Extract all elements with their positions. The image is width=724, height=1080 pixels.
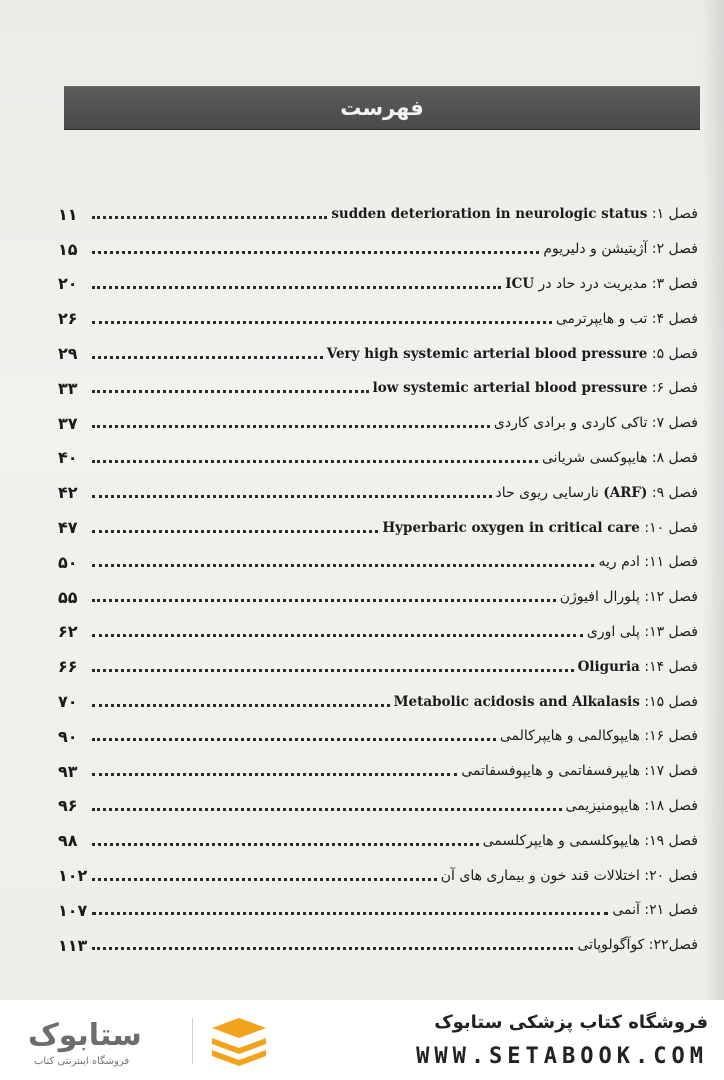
toc-chapter-prefix: فصل ۱: bbox=[647, 206, 698, 223]
toc-page-number: ۳۷ bbox=[58, 413, 78, 433]
toc-dot-leader bbox=[92, 205, 327, 219]
toc-chapter-label bbox=[543, 241, 698, 257]
toc-chapter-label bbox=[373, 380, 698, 396]
toc-row bbox=[58, 615, 698, 650]
toc-row bbox=[58, 684, 698, 719]
toc-dot-leader bbox=[92, 379, 369, 393]
toc-chapter-english-title: Oliguria bbox=[577, 658, 640, 675]
toc-chapter-prefix: فصل ۱۰: bbox=[639, 519, 698, 536]
toc-chapter-label bbox=[382, 520, 698, 536]
toc-chapter-label bbox=[327, 346, 698, 362]
toc-row bbox=[58, 823, 698, 858]
toc-chapter-label bbox=[461, 763, 698, 779]
toc-page-number: ۵۰ bbox=[58, 552, 78, 572]
toc-chapter-english-title: Metabolic acidosis and Alkalasis bbox=[393, 693, 640, 710]
brand-wordmark: ستابوک bbox=[28, 1018, 142, 1053]
toc-page-number: ۱۵ bbox=[58, 239, 78, 259]
toc-page-number: ۱۱۳ bbox=[58, 935, 88, 955]
toc-chapter-label bbox=[394, 694, 698, 710]
toc-row bbox=[58, 336, 698, 371]
toc-dot-leader bbox=[92, 693, 390, 707]
toc-page-number: ۹۳ bbox=[58, 761, 78, 781]
toc-page-number: ۹۶ bbox=[58, 796, 78, 816]
toc-dot-leader bbox=[92, 484, 492, 498]
toc-chapter-english-title: Hyperbaric oxygen in critical care bbox=[382, 519, 640, 536]
toc-chapter-label bbox=[494, 415, 698, 431]
toc-chapter-label bbox=[542, 450, 698, 466]
toc-chapter-label bbox=[560, 589, 698, 605]
brand-tagline: فروشگاه اینترنتی کتاب bbox=[34, 1056, 130, 1067]
toc-row bbox=[58, 232, 698, 267]
toc-chapter-label bbox=[577, 937, 698, 953]
toc-row bbox=[58, 441, 698, 476]
toc-row bbox=[58, 893, 698, 928]
toc-chapter-prefix: فصل ۱۵: bbox=[639, 693, 698, 710]
toc-chapter-english-title: low systemic arterial blood pressure bbox=[372, 380, 648, 397]
toc-chapter-prefix: فصل ۱۶: هایپوکالمی و هایپرکالمی bbox=[499, 728, 698, 745]
toc-chapter-prefix: فصل ۷: تاکی کاردی و برادی کاردی bbox=[493, 415, 698, 432]
toc-list bbox=[58, 197, 698, 963]
toc-page-number: ۴۲ bbox=[58, 483, 78, 503]
toc-row bbox=[58, 649, 698, 684]
toc-chapter-prefix: فصل ۱۴: bbox=[639, 658, 698, 675]
toc-chapter-label bbox=[587, 624, 698, 640]
book-stack-icon bbox=[204, 1014, 274, 1070]
toc-dot-leader bbox=[92, 449, 538, 463]
toc-page-number: ۳۳ bbox=[58, 378, 78, 398]
toc-row bbox=[58, 545, 698, 580]
toc-page-number: ۴۰ bbox=[58, 448, 78, 468]
toc-chapter-prefix: فصل ۲۱: آنمی bbox=[612, 902, 698, 919]
toc-page-number: ۱۱ bbox=[58, 204, 78, 224]
toc-dot-leader bbox=[92, 275, 501, 289]
toc-chapter-label bbox=[441, 868, 698, 884]
toc-dot-leader bbox=[92, 797, 562, 811]
toc-row bbox=[58, 858, 698, 893]
toc-page-number: ۲۹ bbox=[58, 344, 78, 364]
toc-chapter-english-title: Very high systemic arterial blood pressure bbox=[326, 345, 648, 362]
toc-dot-leader bbox=[92, 832, 479, 846]
page-edge-shadow bbox=[702, 0, 724, 1000]
toc-dot-leader bbox=[92, 727, 496, 741]
toc-dot-leader bbox=[92, 345, 323, 359]
toc-dot-leader bbox=[92, 414, 490, 428]
toc-chapter-prefix: فصل ۲۰: اختلالات قند خون و بیماری های آن bbox=[440, 867, 698, 884]
toc-page-number: ۶۶ bbox=[58, 657, 78, 677]
toc-chapter-prefix: فصل ۴: تب و هایپرترمی bbox=[555, 310, 698, 327]
toc-chapter-label bbox=[505, 276, 698, 292]
toc-chapter-prefix: فصل ۱۸: هایپومنیزیمی bbox=[565, 797, 698, 814]
toc-dot-leader bbox=[92, 240, 539, 254]
toc-chapter-english-title: sudden deterioration in neurologic status bbox=[331, 206, 648, 223]
toc-page-number: ۵۵ bbox=[58, 587, 78, 607]
store-footer bbox=[0, 1000, 724, 1080]
toc-row bbox=[58, 754, 698, 789]
toc-chapter-prefix: فصل ۵: bbox=[647, 345, 698, 362]
toc-chapter-prefix: فصل ۱۱: ادم ریه bbox=[598, 554, 698, 571]
brand-divider bbox=[192, 1018, 193, 1064]
toc-dot-leader bbox=[92, 867, 437, 881]
toc-row bbox=[58, 475, 698, 510]
toc-dot-leader bbox=[92, 658, 574, 672]
toc-row bbox=[58, 267, 698, 302]
toc-chapter-prefix: فصل ۱۹: هایپوکلسمی و هایپرکلسمی bbox=[482, 832, 698, 849]
toc-row bbox=[58, 580, 698, 615]
toc-row bbox=[58, 928, 698, 963]
toc-dot-leader bbox=[92, 553, 594, 567]
toc-chapter-prefix: فصل ۱۳: پلی اوری bbox=[586, 623, 698, 640]
toc-chapter-label bbox=[566, 798, 698, 814]
toc-page-number: ۹۰ bbox=[58, 726, 78, 746]
toc-title: فهرست bbox=[340, 96, 424, 120]
toc-page-number: ۷۰ bbox=[58, 692, 78, 712]
toc-page-number: ۴۷ bbox=[58, 518, 78, 538]
toc-chapter-label bbox=[331, 206, 698, 222]
toc-chapter-prefix: فصل۲۲: کوآگولوپاتی bbox=[577, 937, 698, 954]
toc-chapter-prefix: فصل ۳: مدیریت درد حاد در bbox=[534, 275, 698, 292]
toc-row bbox=[58, 301, 698, 336]
store-url: WWW.SETABOOK.COM bbox=[416, 1044, 708, 1069]
toc-row bbox=[58, 197, 698, 232]
toc-dot-leader bbox=[92, 901, 608, 915]
toc-chapter-label bbox=[598, 554, 698, 570]
toc-chapter-label bbox=[483, 833, 698, 849]
toc-chapter-english-title: (ARF) bbox=[603, 484, 648, 501]
toc-row bbox=[58, 371, 698, 406]
toc-dot-leader bbox=[92, 310, 552, 324]
toc-chapter-english-title: ICU bbox=[505, 275, 535, 292]
toc-chapter-label bbox=[612, 902, 698, 918]
toc-row bbox=[58, 406, 698, 441]
toc-chapter-suffix: نارسایی ریوی حاد bbox=[495, 484, 604, 501]
toc-row bbox=[58, 789, 698, 824]
toc-dot-leader bbox=[92, 588, 556, 602]
toc-chapter-prefix: فصل ۹: bbox=[647, 484, 698, 501]
toc-page-number: ۲۶ bbox=[58, 309, 78, 329]
toc-chapter-label bbox=[496, 485, 699, 501]
toc-page-number: ۲۰ bbox=[58, 274, 78, 294]
toc-chapter-label bbox=[500, 728, 698, 744]
toc-dot-leader bbox=[92, 936, 573, 950]
toc-row bbox=[58, 719, 698, 754]
toc-dot-leader bbox=[92, 519, 378, 533]
toc-row bbox=[58, 510, 698, 545]
toc-page-number: ۶۲ bbox=[58, 622, 78, 642]
toc-chapter-label bbox=[578, 659, 698, 675]
toc-chapter-prefix: فصل ۲: آژیتیشن و دلیریوم bbox=[543, 241, 698, 258]
toc-dot-leader bbox=[92, 762, 457, 776]
toc-chapter-prefix: فصل ۱۲: پلورال افیوژن bbox=[559, 589, 698, 606]
toc-header-bar bbox=[64, 86, 700, 130]
toc-chapter-prefix: فصل ۱۷: هایپرفسفاتمی و هایپوفسفاتمی bbox=[461, 763, 698, 780]
toc-chapter-prefix: فصل ۸: هایپوکسی شریانی bbox=[541, 449, 698, 466]
toc-dot-leader bbox=[92, 623, 583, 637]
toc-page-number: ۱۰۷ bbox=[58, 900, 88, 920]
toc-page-number: ۱۰۲ bbox=[58, 866, 88, 886]
store-name: فروشگاه کتاب پزشکی ستابوک bbox=[434, 1012, 708, 1033]
toc-page-number: ۹۸ bbox=[58, 831, 78, 851]
toc-chapter-label bbox=[556, 311, 698, 327]
toc-chapter-prefix: فصل ۶: bbox=[647, 380, 698, 397]
